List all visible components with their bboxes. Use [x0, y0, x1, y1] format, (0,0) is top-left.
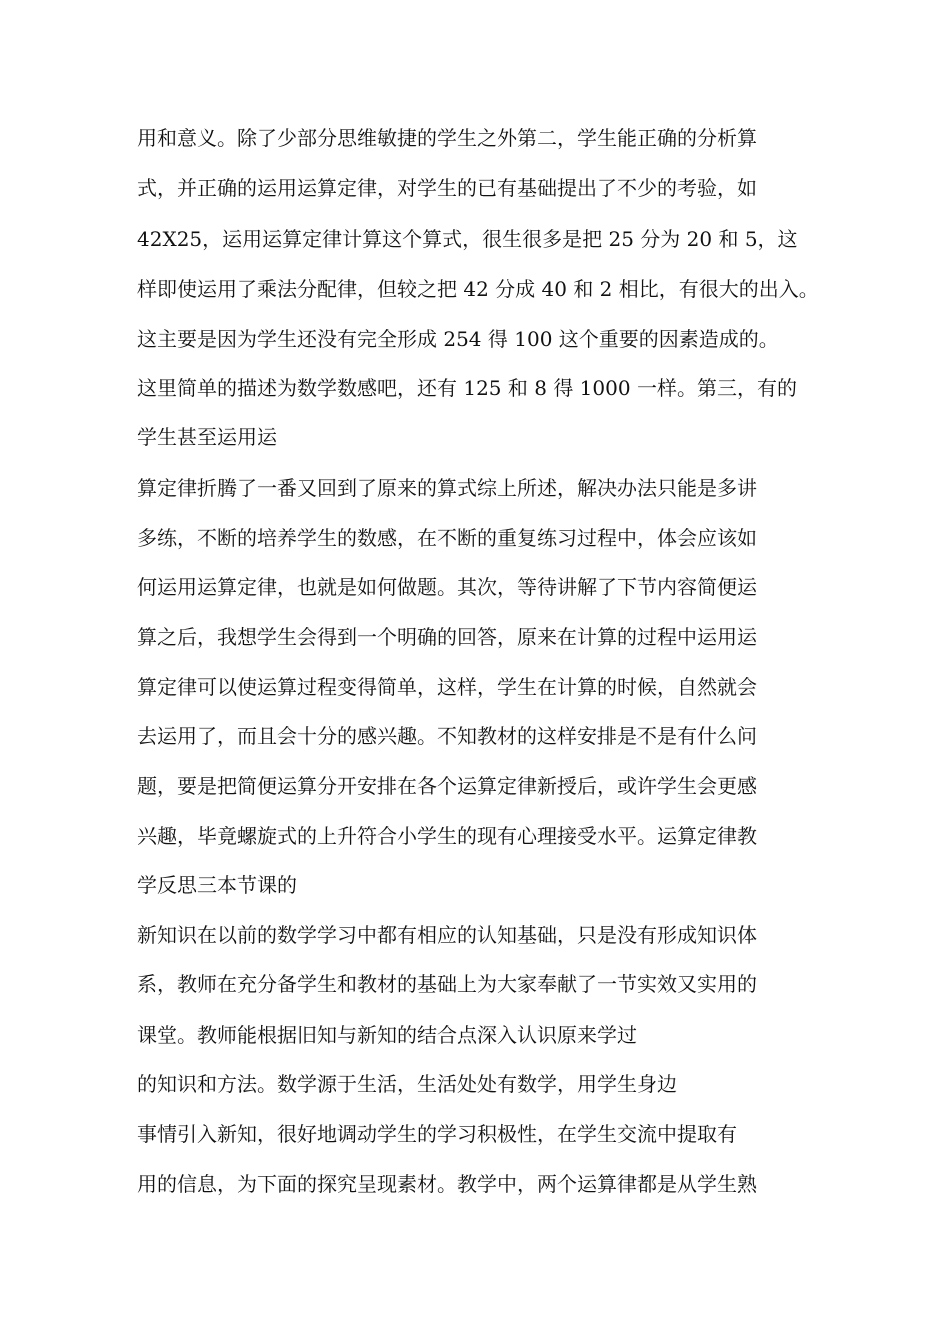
text-line: 何运用运算定律，也就是如何做题。其次，等待讲解了下节内容简便运 [137, 575, 757, 599]
text-line: 多练，不断的培养学生的数感，在不断的重复练习过程中，体会应该如 [137, 526, 757, 550]
text-line: 新知识在以前的数学学习中都有相应的认知基础，只是没有形成知识体 [137, 923, 757, 947]
text-line: 42X25，运用运算定律计算这个算式，很生很多是把 25 分为 20 和 5，这 [137, 227, 798, 251]
text-line: 系，教师在充分备学生和教材的基础上为大家奉献了一节实效又实用的 [137, 972, 757, 996]
text-line: 学生甚至运用运 [137, 425, 277, 449]
text-line: 学反思三本节课的 [137, 873, 297, 897]
text-line: 兴趣，毕竟螺旋式的上升符合小学生的现有心理接受水平。运算定律教 [137, 824, 757, 848]
text-line: 算定律折腾了一番又回到了原来的算式综上所述，解决办法只能是多讲 [137, 476, 757, 500]
text-line: 事情引入新知，很好地调动学生的学习积极性，在学生交流中提取有 [137, 1122, 737, 1146]
text-line: 的知识和方法。数学源于生活，生活处处有数学，用学生身边 [137, 1072, 677, 1096]
text-line: 课堂。教师能根据旧知与新知的结合点深入认识原来学过 [137, 1023, 637, 1047]
text-line: 式，并正确的运用运算定律，对学生的已有基础提出了不少的考验，如 [137, 176, 757, 200]
text-line: 算定律可以使运算过程变得简单，这样，学生在计算的时候，自然就会 [137, 675, 757, 699]
text-line: 算之后，我想学生会得到一个明确的回答，原来在计算的过程中运用运 [137, 625, 757, 649]
text-line: 去运用了，而且会十分的感兴趣。不知教材的这样安排是不是有什么问 [137, 724, 757, 748]
text-line: 用的信息，为下面的探究呈现素材。教学中，两个运算律都是从学生熟 [137, 1172, 757, 1196]
text-line: 这里简单的描述为数学数感吧，还有 125 和 8 得 1000 一样。第三，有的 [137, 376, 797, 400]
text-line: 用和意义。除了少部分思维敏捷的学生之外第二，学生能正确的分析算 [137, 126, 757, 150]
text-line: 样即使运用了乘法分配律，但较之把 42 分成 40 和 2 相比，有很大的出入。 [137, 277, 819, 301]
text-line: 题，要是把简便运算分开安排在各个运算定律新授后，或许学生会更感 [137, 774, 757, 798]
text-line: 这主要是因为学生还没有完全形成 254 得 100 这个重要的因素造成的。 [137, 327, 779, 351]
